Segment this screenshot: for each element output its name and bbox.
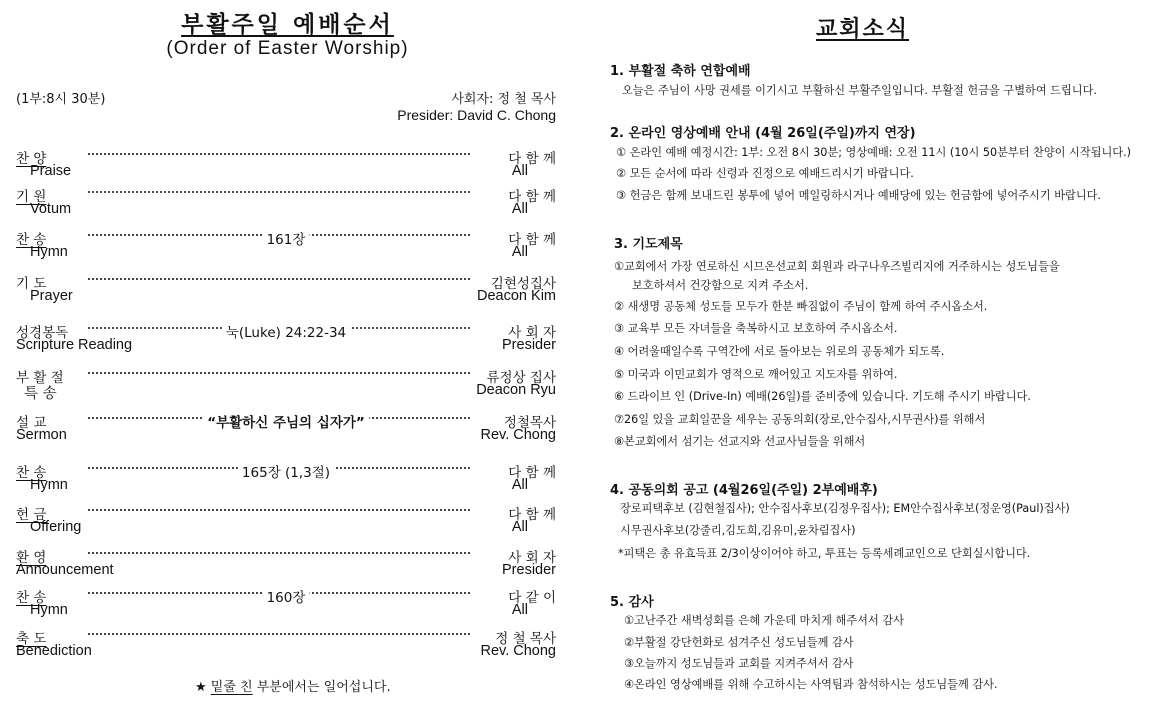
item-leader-ko: 정 철 목사 [491,627,556,647]
item-leader-ko: 다 함 께 [504,503,556,523]
worship-row [16,147,556,165]
item-label-ko: 찬 양 [16,151,47,167]
item-leader-en: Deacon Kim [477,288,556,304]
section-heading: 4. 공동의회 공고 (4월26일(주일) 2부예배후) [610,483,878,498]
section-line: ⑤ 미국과 이민교회가 영적으로 깨어있고 지도자를 위하여. [614,368,898,381]
item-label-en: Hymn [30,602,68,618]
section-line: ①교회에서 가장 연로하신 시므온선교회 회원과 라구나우즈빌리지에 거주하시는 성도님들을 [614,260,1060,273]
section-line: 보호하셔서 건강함으로 지켜 주소서. [632,279,809,292]
worship-row [16,586,556,604]
service-time: (1부:8시 30분) [16,92,106,107]
item-leader-ko: 류정상 집사 [483,366,557,386]
standing-note: ★ 밑줄 친 부분에서는 일어섭니다. [195,680,391,695]
item-label-ko: 기 도 [16,276,47,292]
section-line: ②부활절 강단헌화로 섬겨주신 성도님들께 감사 [624,636,854,649]
leader-dots [88,191,470,193]
leader-dots [88,153,470,155]
presider-en: Presider: David C. Chong [397,107,556,123]
item-label-en: Prayer [30,288,73,304]
section-line: ①고난주간 새벽성회를 은혜 가운데 마치게 해주셔서 감사 [624,614,904,627]
leader-dots [88,278,470,280]
item-leader-ko: 정철목사 [500,411,556,431]
worship-title: 부활주일 예배순서 [181,12,394,38]
presider-ko: 사회자: 정 철 목사 [451,92,556,107]
section-heading: 1. 부활절 축하 연합예배 [610,64,751,79]
item-detail: 160장 [263,586,310,606]
section-line: ⑦26일 있을 교회일꾼을 세우는 공동의회(장로,안수집사,시무권사)를 위해서 [614,413,986,426]
worship-row [16,366,556,384]
item-leader-ko: 다 함 께 [504,461,556,481]
item-label-en: Hymn [30,477,68,493]
item-detail: “부활하신 주님의 십자가” [203,411,369,431]
section-line: ④온라인 영상예배를 위해 수고하시는 사역팀과 참석하시는 성도님들께 감사. [624,678,998,691]
item-label-ko: 환 영 [16,550,47,566]
item-label-ko: 찬 송 [16,465,47,481]
item-label-ko: 설 교 [16,415,47,431]
item-label-ko: 부 활 절 [16,370,64,386]
section-line: ⑧본교회에서 섬기는 선교지와 선교사님들을 위해서 [614,435,866,448]
leader-dots [88,552,470,554]
item-leader-en: All [511,602,528,618]
leader-dots [88,509,470,511]
item-label-en: Offering [30,519,82,535]
item-label-ko: 찬 송 [16,232,47,248]
item-label-ko: 축 도 [16,631,47,647]
item-leader-ko: 사 회 자 [504,321,556,341]
section-line: ③ 헌금은 함께 보내드린 봉투에 넣어 메일링하시거나 예배당에 있는 헌금함에 넣어주시기 바랍니다. [616,189,1101,202]
section-line: ⑥ 드라이브 인 (Drive-In) 예배(26일)를 준비중에 있습니다. 기도해 주시기 바랍니다. [614,390,1031,403]
worship-row [16,461,556,479]
item-leader-en: All [511,163,528,179]
item-label-ko: 기 원 [16,189,47,205]
item-label-en: 특 송 [24,386,57,402]
item-leader-en: Presider [502,562,556,578]
section-line: ① 온라인 예배 예정시간: 1부: 오전 8시 30분; 영상예배: 오전 11시 (10시 50분부터 찬양이 시작됩니다.) [616,146,1131,159]
item-label-en: Sermon [16,427,67,443]
worship-row [16,503,556,521]
item-detail: 눅(Luke) 24:22-34 [222,321,350,341]
item-leader-en: All [511,519,528,535]
item-leader-ko: 다 같 이 [504,586,556,606]
item-label-ko: 찬 송 [16,590,47,606]
item-leader-en: All [511,244,528,260]
item-label-en: Announcement [16,562,114,578]
item-leader-ko: 사 회 자 [504,546,556,566]
worship-row [16,627,556,645]
item-leader-en: Presider [502,337,556,353]
item-label-en: Benediction [16,643,92,659]
item-label-en: Praise [30,163,72,179]
worship-row [16,411,556,429]
item-leader-ko: 다 함 께 [504,228,556,248]
page-divider [575,0,576,702]
item-leader-ko: 김현성집사 [487,272,556,292]
section-line: ④ 어려울때일수록 구역간에 서로 돌아보는 위로의 공동체가 되도록. [614,345,945,358]
section-heading: 2. 온라인 영상예배 안내 (4월 26일(주일)까지 연장) [610,126,916,141]
worship-row [16,185,556,203]
item-leader-en: Rev. Chong [480,427,556,443]
section-line: ② 모든 순서에 따라 신령과 진정으로 예배드리시기 바랍니다. [616,167,914,180]
section-line: 장로피택후보 (김현철집사); 안수집사후보(김정우집사); EM안수집사후보(정운영(Paul)집사) [620,502,1070,515]
section-heading: 5. 감사 [610,595,654,610]
item-leader-en: Rev. Chong [480,643,556,659]
item-detail: 165장 (1,3절) [238,461,334,481]
item-label-en: Votum [30,201,72,217]
leader-dots [88,633,470,635]
item-label-en: Hymn [30,244,68,260]
section-line: ③ 교육부 모든 자녀들을 축복하시고 보호하여 주시옵소서. [614,322,898,335]
leader-dots [88,372,470,374]
section-line: 오늘은 주님이 사망 권세를 이기시고 부활하신 부활주일입니다. 부활절 헌금을 구별하여 드립니다. [622,84,1097,97]
item-label-en: Scripture Reading [16,337,133,353]
section-line: ② 새생명 공동체 성도들 모두가 한분 빠짐없이 주님이 함께 하여 주시옵소서. [614,300,988,313]
item-leader-en: All [511,201,528,217]
worship-subtitle: (Order of Easter Worship) [166,38,409,59]
item-leader-ko: 다 함 께 [504,147,556,167]
item-detail: 161장 [263,228,310,248]
item-leader-en: Deacon Ryu [476,382,556,398]
item-label-ko: 성경봉독 [16,325,69,341]
section-line: 시무권사후보(강줄리,김도희,김유미,윤차림집사) [620,524,856,537]
worship-row [16,228,556,246]
section-line: ③오늘까지 성도님들과 교회를 지켜주셔서 감사 [624,657,854,670]
section-line: *피택은 총 유효득표 2/3이상이어야 하고, 투표는 등록세례교인으로 단회실시합니다. [618,547,1031,560]
news-title: 교회소식 [815,17,909,42]
item-label-ko: 헌 금 [16,507,47,523]
item-leader-ko: 다 함 께 [504,185,556,205]
worship-row [16,272,556,290]
section-heading: 3. 기도제목 [614,237,683,252]
item-leader-en: All [511,477,528,493]
